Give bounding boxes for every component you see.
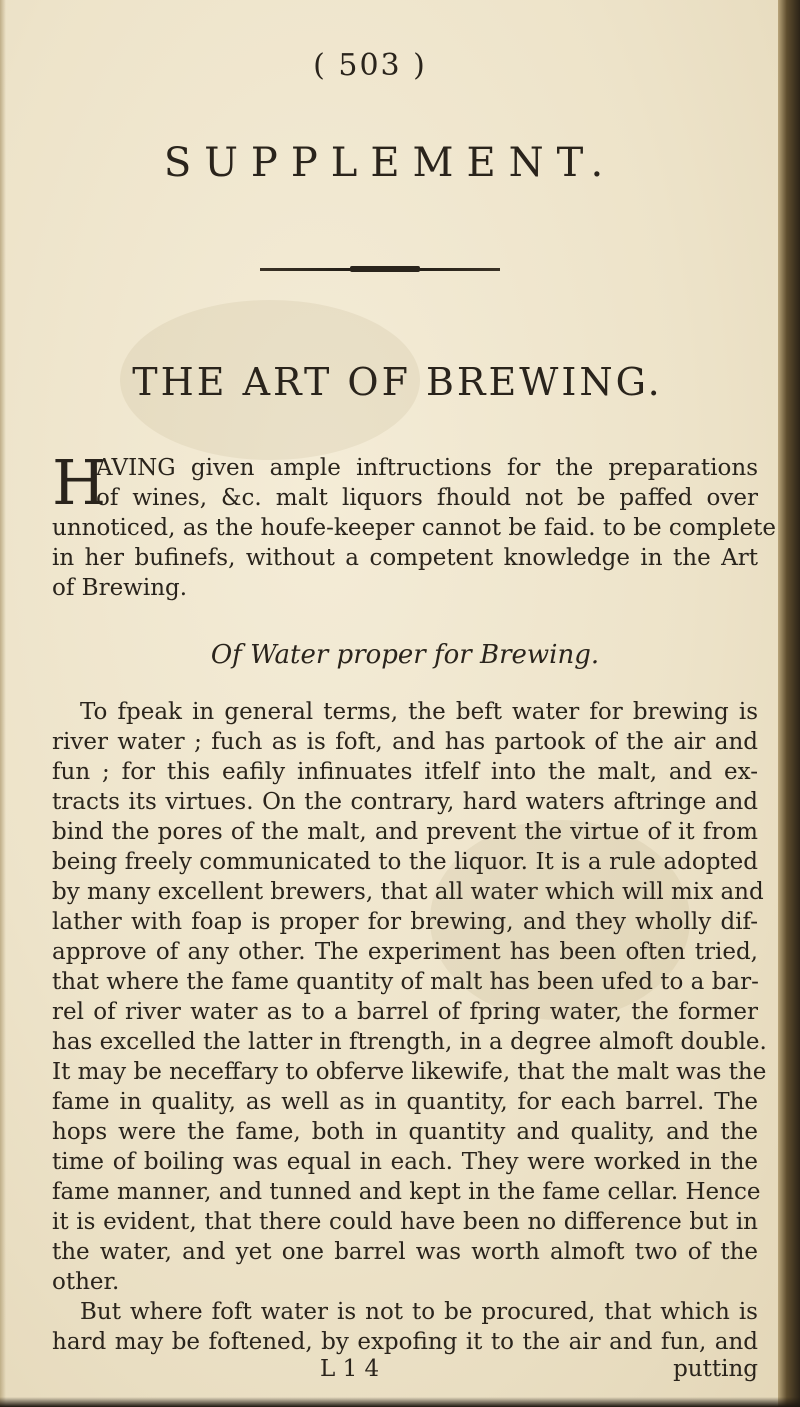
text-line: in her bufinefs, without a competent knowledge in the Art [52,545,758,571]
text-line: lather with foap is proper for brewing, and they wholly dif- [52,909,758,935]
text-line: by many excellent brewers, that all water which will mix and [52,879,764,905]
text-line: rel of river water as to a barrel of fpring water, the former [52,999,758,1025]
text-line: being freely communicated to the liquor. It is a rule adopted [52,849,758,875]
text-line: the water, and yet one barrel was worth almoft two of the [52,1239,758,1265]
page-bottom-shadow [0,1397,800,1407]
page-left-edge [0,0,6,1407]
drop-cap: H [52,446,107,519]
text-line: other. [52,1269,120,1295]
ornamental-rule-center [350,266,420,272]
page-number: ( 503 ) [313,48,427,83]
intro-paragraph [52,446,777,603]
section-heading: THE ART OF BREWING. [132,360,663,404]
text-line: fame manner, and tunned and kept in the fame cellar. Hence [52,1179,761,1205]
text-line: tracts its virtues. On the contrary, hard waters aftringe and [52,789,758,815]
text-line: But where foft water is not to be procured, that which is [80,1299,758,1325]
subsection-heading: Of Water proper for Brewing. [210,640,600,670]
printer-signature-mark: L 1 4 [320,1356,380,1382]
text-line: hard may be foftened, by expofing it to the air and fun, and [52,1329,758,1355]
text-line: hops were the fame, both in quantity and quality, and the [52,1119,758,1145]
text-line: To fpeak in general terms, the beft water for brewing is [80,699,758,725]
text-line: it is evident, that there could have been no difference but in [52,1209,758,1235]
text-line: of wines, &c. malt liquors fhould not be paffed over [96,485,758,511]
book-spine-edge [778,0,800,1407]
text-line: bind the pores of the malt, and prevent the virtue of it from [52,819,758,845]
catchword: putting [673,1356,758,1382]
text-line: of Brewing. [52,575,188,601]
text-line: It may be neceffary to obferve likewife, that the malt was the [52,1059,767,1085]
text-line: river water ; fuch as is foft, and has partook of the air and [52,729,758,755]
text-line: unnoticed, as the houfe-keeper cannot be faid. to be complete [52,515,777,541]
text-line: fun ; for this eafily infinuates itfelf into the malt, and ex- [52,759,758,785]
text-line: AVING given ample inftructions for the preparations [96,455,758,481]
text-line: has excelled the latter in ftrength, in a degree almoft double. [52,1029,767,1055]
text-line: that where the fame quantity of malt has been ufed to a bar- [52,969,759,995]
text-line: fame in quality, as well as in quantity, for each barrel. The [52,1089,758,1115]
text-line: time of boiling was equal in each. They were worked in the [52,1149,758,1175]
body-paragraph [52,697,767,1357]
page-title: SUPPLEMENT. [163,140,617,186]
text-line: approve of any other. The experiment has been often tried, [52,939,758,965]
